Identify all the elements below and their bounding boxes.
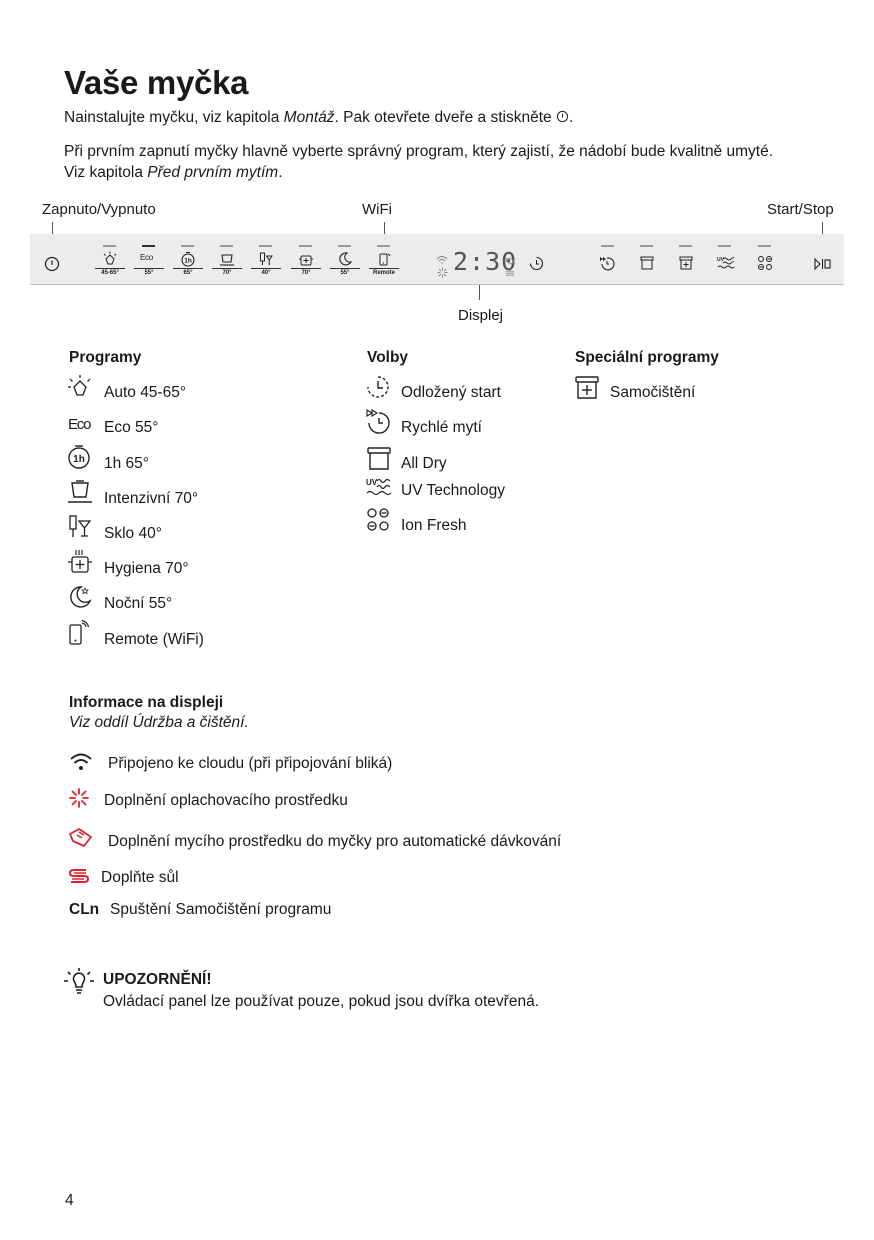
option-indicator [601,245,614,247]
detergent-icon [67,826,95,848]
program-button-glass[interactable] [251,251,281,281]
ion-fresh-icon [366,507,392,533]
svg-text:1h: 1h [73,454,85,465]
uv-icon [717,255,735,271]
self-clean-icon [678,255,694,271]
rinse-aid-status-icon [437,265,448,276]
salt-status-icon [505,265,515,273]
program-indicator [338,245,351,247]
program-button-label: 55° [340,270,350,276]
program-indicator-active [142,245,155,247]
intro-line-1: Nainstalujte myčku, viz kapitola Montáž. Pak otevřete dveře a stiskněte . [64,109,574,126]
option-rapid: Rychlé mytí [401,419,482,436]
info-cln: Spuštění Samočištění programu [110,901,332,918]
program-indicator [377,245,390,247]
option-button-rapid[interactable] [599,255,619,275]
remote-icon [376,251,392,267]
svg-text:1h: 1h [184,257,192,265]
delay-icon [529,256,544,271]
program-button-eco[interactable] [134,251,164,281]
option-indicator [640,245,653,247]
program-button-label: Remote [372,270,395,276]
1h-icon [67,444,93,470]
info-wifi: Připojeno ke cloudu (při připojování bliká) [108,755,393,772]
program-button-label: 70° [301,270,311,276]
uv-icon [366,476,392,502]
program-1h: 1h 65° [104,455,149,472]
program-button-auto[interactable] [95,251,125,281]
option-button-ion-fresh[interactable] [757,255,777,275]
remote-icon [67,620,93,646]
program-button-label: 40° [261,270,271,276]
delay-start-button[interactable] [529,256,544,271]
cln-code: CLn [69,901,100,918]
ion-fresh-icon [757,255,773,271]
callout-display: Displej [458,307,504,324]
program-button-label: 45-65° [101,270,119,276]
night-icon [337,251,353,267]
program-button-label: 70° [222,270,232,276]
lightbulb-icon [63,967,95,999]
salt-icon [68,867,90,885]
program-intensive: Intenzivní 70° [104,490,199,507]
intro-line-2: Při prvním zapnutí myčky hlavně vyberte správný program, který zajistí, že nádobí bude kvalitně umyté. [64,143,774,160]
all-dry-icon [639,255,655,271]
power-icon [556,110,569,123]
eco-icon: Eco [140,253,153,262]
auto-icon [67,374,93,400]
page-title: Vaše myčka [64,64,249,101]
program-auto: Auto 45-65° [104,384,187,401]
program-glass: Sklo 40° [104,525,162,542]
display-info-heading: Informace na displeji [69,694,224,711]
night-icon [67,584,93,610]
callout-start-stop: Start/Stop [767,201,834,218]
glass-icon [258,251,274,267]
program-button-label: 65° [183,270,193,276]
program-night: Noční 55° [104,595,173,612]
program-hygiene: Hygiena 70° [104,560,189,577]
program-indicator [259,245,272,247]
program-indicator [299,245,312,247]
play-pause-icon [814,257,832,271]
warning-title: UPOZORNĚNÍ! [103,971,212,988]
svg-text:UV: UV [717,257,724,263]
program-eco: Eco 55° [104,419,159,436]
power-icon [44,256,60,272]
1h-icon [180,251,196,267]
info-salt: Doplňte sůl [101,869,179,886]
programs-heading: Programy [69,349,142,366]
program-indicator [181,245,194,247]
option-button-uv[interactable] [717,255,737,275]
option-button-all-dry[interactable] [639,255,659,275]
program-indicator [103,245,116,247]
option-button-self-clean[interactable] [678,255,698,275]
self-clean-icon [574,375,600,401]
option-indicator [679,245,692,247]
options-heading: Volby [367,349,409,366]
warning-text: Ovládací panel lze používat pouze, pokud jsou dvířka otevřená. [103,993,539,1010]
option-indicator [718,245,731,247]
hygiene-icon [67,549,93,575]
glass-icon [67,514,93,540]
power-button[interactable] [44,256,60,272]
option-delay: Odložený start [401,384,501,401]
intro-line-3: Viz kapitola Před prvním mytím. [64,164,283,181]
rapid-icon [599,255,615,271]
hygiene-icon [298,251,314,267]
wifi-status-icon [436,252,448,262]
display-time: 2:30 [453,247,518,276]
program-remote: Remote (WiFi) [104,631,204,648]
option-indicator [758,245,771,247]
display-info-subheading: Viz oddíl Údržba a čištění. [69,714,249,731]
svg-text:UV: UV [366,478,378,487]
program-button-hygiene[interactable] [291,251,321,281]
program-indicator [220,245,233,247]
program-button-night[interactable] [330,251,360,281]
info-detergent: Doplnění mycího prostředku do myčky pro automatické dávkování [108,833,562,850]
delay-icon [366,374,392,400]
program-button-intensive[interactable] [212,251,242,281]
detergent-status-icon [505,252,515,260]
option-uv: UV Technology [401,482,505,499]
page-number: 4 [65,1192,74,1209]
intensive-icon [67,479,93,505]
program-button-1h[interactable] [173,251,203,281]
special-heading: Speciální programy [575,349,719,366]
intensive-icon [219,251,235,267]
wifi-icon [69,752,93,772]
callout-wifi: WiFi [362,201,392,218]
auto-icon [102,251,118,267]
option-all-dry: All Dry [401,455,447,472]
program-button-remote[interactable] [369,251,399,281]
rapid-icon [366,409,392,435]
eco-icon: Eco [68,416,91,433]
callout-power: Zapnuto/Vypnuto [42,201,156,218]
info-rinse-aid: Doplnění oplachovacího prostředku [104,792,348,809]
all-dry-icon [366,446,392,472]
rinse-aid-icon [68,787,90,809]
special-self-clean: Samočištění [610,384,696,401]
program-button-label: 55° [144,270,154,276]
start-stop-button[interactable] [814,257,832,271]
option-ion-fresh: Ion Fresh [401,517,467,534]
